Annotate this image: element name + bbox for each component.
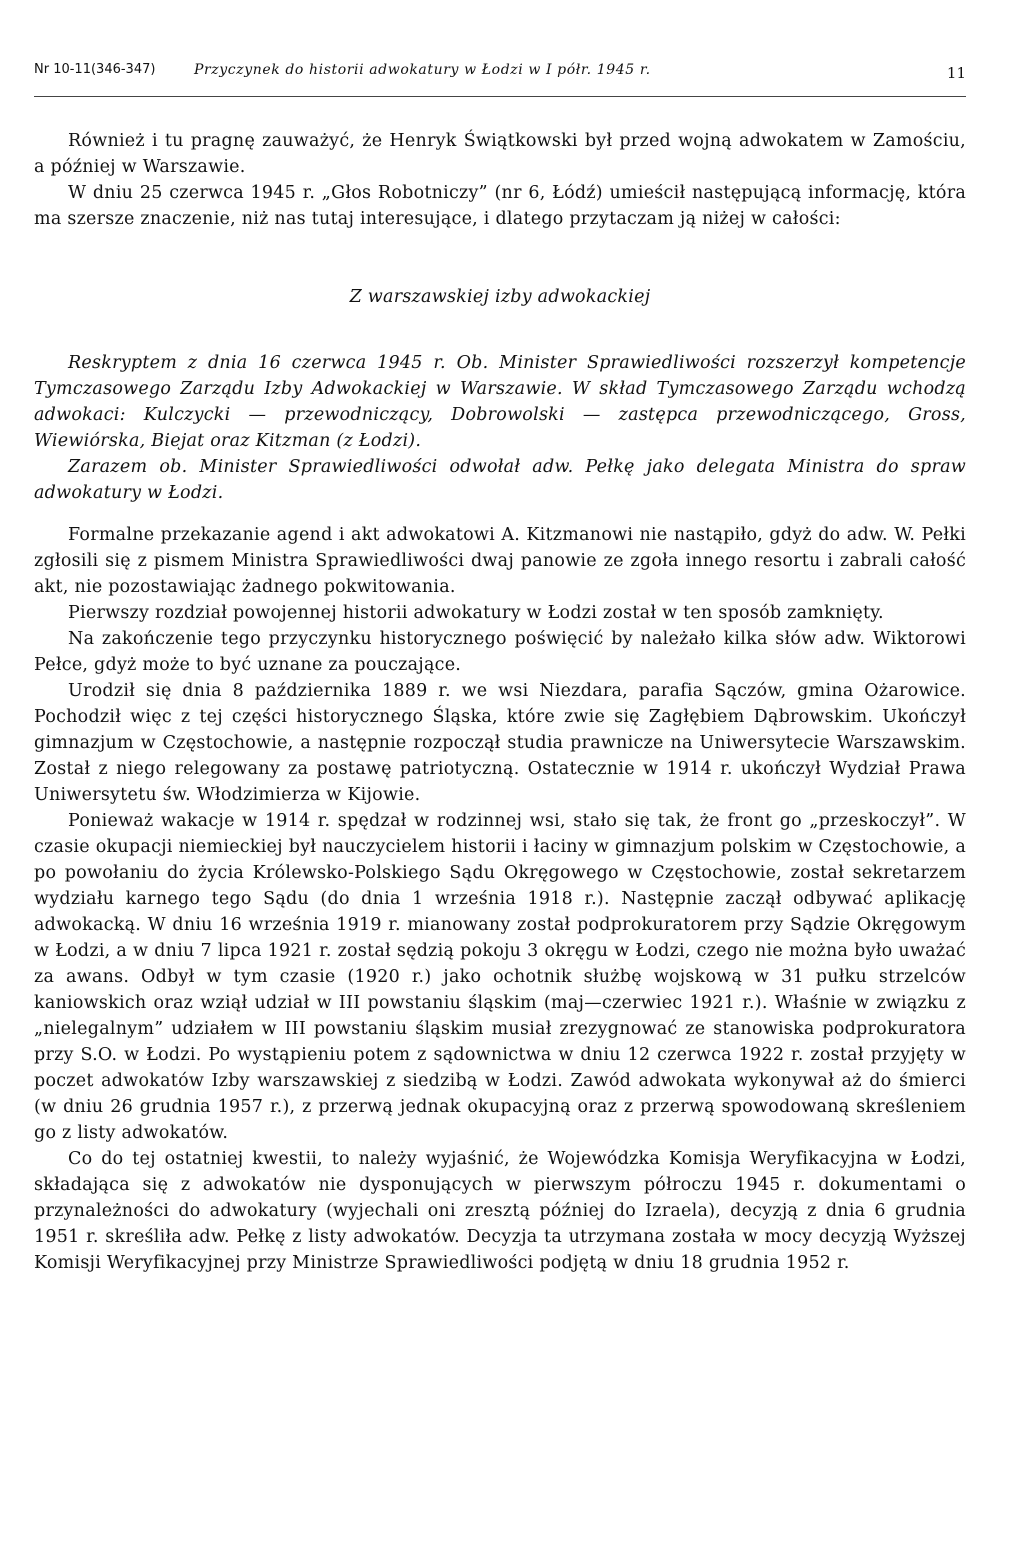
quote-paragraph: Reskryptem z dnia 16 czerwca 1945 r. Ob. Minister Sprawiedliwości rozszerzył kompetencje Tymczasowego Zarządu Izby Adwokackiej w Warszawie. W skład Tymczasowego Zarządu wchodzą adwokaci: Kulczycki — przewodniczący, Dobrowolski — zastępca przewodniczącego, Gross, Wiewiórska, Biejat oraz Kitzman (z Łodzi). <box>34 353 966 451</box>
article-body <box>34 128 966 1276</box>
paragraph: Urodził się dnia 8 października 1889 r. we wsi Niezdara, parafia Sączów, gmina Ożarowice. Pochodził więc z tej części historycznego Śląska, które zwie się Zagłębiem Dąbrowskim. Ukończył gimnazjum w Częstochowie, a następnie rozpoczął studia prawnicze na Uniwersytecie Warszawskim. Został z niego relegowany za postawę patriotyczną. Ostatecznie w 1914 r. ukończył Wydział Prawa Uniwersytetu św. Włodzimierza w Kijowie. <box>34 681 966 805</box>
paragraph: W dniu 25 czerwca 1945 r. „Głos Robotniczy” (nr 6, Łódź) umieścił następującą informację, która ma szersze znaczenie, niż nas tutaj interesujące, i dlatego przytaczam ją niżej w całości: <box>34 183 966 229</box>
issue-number: Nr 10-11(346-347) <box>34 62 156 77</box>
quote-title: Z warszawskiej izby adwokackiej <box>349 287 651 307</box>
page-number: 11 <box>946 64 966 82</box>
paragraph: Również i tu pragnę zauważyć, że Henryk Świątkowski był przed wojną adwokatem w Zamościu, a później w Warszawie. <box>34 131 966 177</box>
paragraph: Ponieważ wakacje w 1914 r. spędzał w rodzinnej wsi, stało się tak, że front go „przeskoczył”. W czasie okupacji niemieckiej był nauczycielem historii i łaciny w gimnazjum polskim w Częstochowie, a po powołaniu do życia Królewsko-Polskiego Sądu Okręgowego w Częstochowie, został sekretarzem wydziału karnego tego Sądu (do dnia 1 września 1918 r.). Następnie zaczął odbywać aplikację adwokacką. W dniu 16 września 1919 r. mianowany został podprokuratorem przy Sądzie Okręgowym w Łodzi, a w dniu 7 lipca 1921 r. został sędzią pokoju 3 okręgu w Łodzi, czego nie można było uważać za awans. Odbył w tym czasie (1920 r.) jako ochotnik służbę wojskową w 31 pułku strzelców kaniowskich oraz wziął udział w III powstaniu śląskim (maj—czerwiec 1921 r.). Właśnie w związku z „nielegalnym” udziałem w III powstaniu śląskim musiał zrezygnować ze stanowiska podprokuratora przy S.O. w Łodzi. Po wystąpieniu potem z sądownictwa w dniu 12 czerwca 1922 r. został przyjęty w poczet adwokatów Izby warszawskiej z siedzibą w Łodzi. Zawód adwokata wykonywał aż do śmierci (w dniu 26 grudnia 1957 r.), z przerwą jednak okupacyjną oraz z przerwą spowodowaną skreśleniem go z listy adwokatów. <box>34 811 966 1143</box>
paragraph: Co do tej ostatniej kwestii, to należy wyjaśnić, że Wojewódzka Komisja Weryfikacyjna w Łodzi, składająca się z adwokatów nie dysponujących w pierwszym półroczu 1945 r. dokumentami o przynależności do adwokatury (wyjechali oni zresztą później do Izraela), decyzją z dnia 6 grudnia 1951 r. skreśliła adw. Pełkę z listy adwokatów. Decyzja ta utrzymana została w mocy decyzją Wyższej Komisji Weryfikacyjnej przy Ministrze Sprawiedliwości podjętą w dniu 18 grudnia 1952 r. <box>34 1149 966 1273</box>
running-header <box>34 62 966 84</box>
running-title: Przyczynek do historii adwokatury w Łodzi w I półr. 1945 r. <box>194 62 651 78</box>
quote-paragraph: Zarazem ob. Minister Sprawiedliwości odwołał adw. Pełkę jako delegata Ministra do spraw adwokatury w Łodzi. <box>34 457 966 503</box>
paragraph: Na zakończenie tego przyczynku historycznego poświęcić by należało kilka słów adw. Wiktorowi Pełce, gdyż może to być uznane za pouczające. <box>34 629 966 675</box>
header-rule <box>34 96 966 97</box>
paragraph: Formalne przekazanie agend i akt adwokatowi A. Kitzmanowi nie nastąpiło, gdyż do adw. W. Pełki zgłosili się z pismem Ministra Sprawiedliwości dwaj panowie ze zgoła innego resortu i zabrali całość akt, nie pozostawiając żadnego pokwitowania. <box>34 525 966 597</box>
paragraph: Pierwszy rozdział powojennej historii adwokatury w Łodzi został w ten sposób zamknięty. <box>68 603 884 623</box>
